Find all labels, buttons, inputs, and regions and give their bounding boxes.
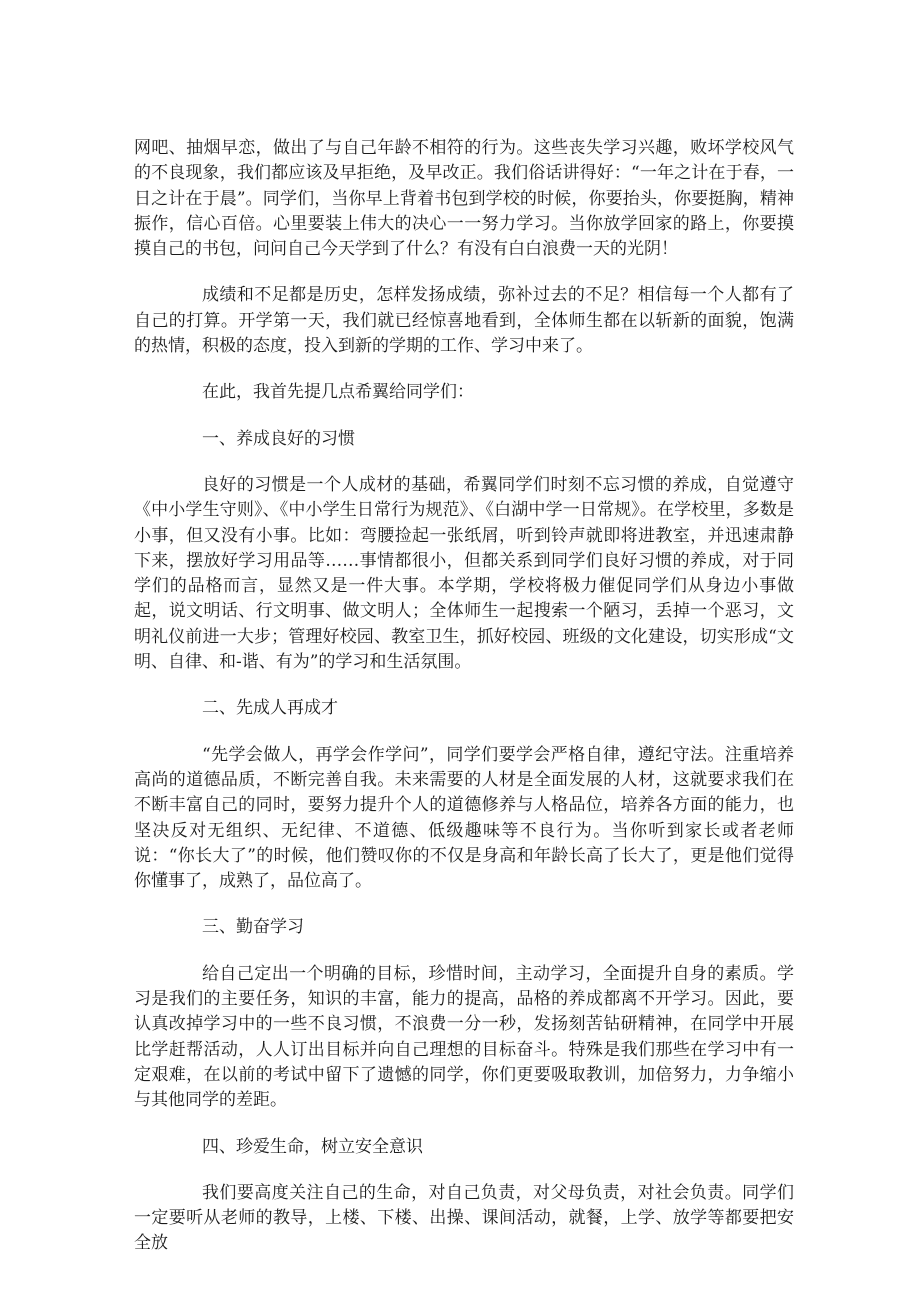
document-body [134, 136, 794, 1257]
paragraph-continuation: 网吧、抽烟早恋，做出了与自己年龄不相符的行为。这些丧失学习兴趣，败坏学校风气的不良现象，我们都应该及早拒绝，及早改正。我们俗话讲得好：“一年之计在于春，一日之计在于晨”。同学们，当你早上背着书包到学校的时候，你要抬头，你要挺胸，精神振作，信心百倍。心里要装上伟大的决心一一努力学习。当你放学回家的路上，你要摸摸自己的书包，问问自己今天学到了什么？有没有白白浪费一天的光阴！ [134, 138, 794, 260]
paragraph-safety: 我们要高度关注自己的生命，对自己负责，对父母负责，对社会负责。同学们一定要听从老师的教导，上楼、下楼、出操、课间活动，就餐，上学、放学等都要把安全放 [134, 1182, 794, 1254]
paragraph-habits: 良好的习惯是一个人成材的基础，希翼同学们时刻不忘习惯的养成，自觉遵守《中小学生守则》、《中小学生日常行为规范》、《白湖中学一日常规》。在学校里，多数是小事，但又没有小事。比如：弯腰捡起一张纸屑，听到铃声就即将进教室，并迅速肃静下来，摆放好学习用品等……事情都很小，但都关系到同学们良好习惯的养成，对于同学们的品格而言，显然又是一件大事。本学期，学校将极力催促同学们从身边小事做起，说文明话、行文明事、做文明人；全体师生一起搜索一个陋习，丢掉一个恶习，文明礼仪前进一大步；管理好校园、教室卫生，抓好校园、班级的文化建设，切实形成“文明、自律、和-谐、有为”的学习和生活氛围。 [134, 474, 794, 673]
paragraph-achievements: 成绩和不足都是历史，怎样发扬成绩，弥补过去的不足？相信每一个人都有了自己的打算。开学第一天，我们就已经惊喜地看到，全体师生都在以斩新的面貌，饱满的热情，积极的态度，投入到新的学期的工作、学习中来了。 [134, 285, 794, 357]
section-heading-safety: 四、珍爱生命，树立安全意识 [202, 1136, 423, 1157]
paragraph-character: “先学会做人，再学会作学问”，同学们要学会严格自律，遵纪守法。注重培养高尚的道德品质，不断完善自我。未来需要的人材是全面发展的人材，这就要求我们在不断丰富自己的同时，要努力提升个人的道德修养与人格品位，培养各方面的能力，也坚决反对无组织、无纪律、不道德、低级趣味等不良行为。当你听到家长或者老师说：“你长大了”的时候，他们赞叹你的不仅是身高和年龄长高了长大了，更是他们觉得你懂事了，成熟了，品位高了。 [134, 744, 794, 892]
section-heading-study: 三、勤奋学习 [202, 917, 304, 938]
paragraph-study: 给自己定出一个明确的目标，珍惜时间，主动学习，全面提升自身的素质。学习是我们的主要任务，知识的丰富，能力的提高，品格的养成都离不开学习。因此，要认真改掉学习中的一些不良习惯，不浪费一分一秒，发扬刻苦钻研精神，在同学中开展比学赶帮活动，人人订出目标并向自己理想的目标奋斗。特殊是我们那些在学习中有一定艰难，在以前的考试中留下了遗憾的同学，你们更要吸取教训，加倍努力，力争缩小与其他同学的差距。 [134, 963, 794, 1111]
section-heading-habits: 一、养成良好的习惯 [202, 428, 355, 449]
paragraph-hopes-intro: 在此，我首先提几点希翼给同学们： [202, 382, 474, 403]
section-heading-character: 二、先成人再成才 [202, 698, 338, 719]
